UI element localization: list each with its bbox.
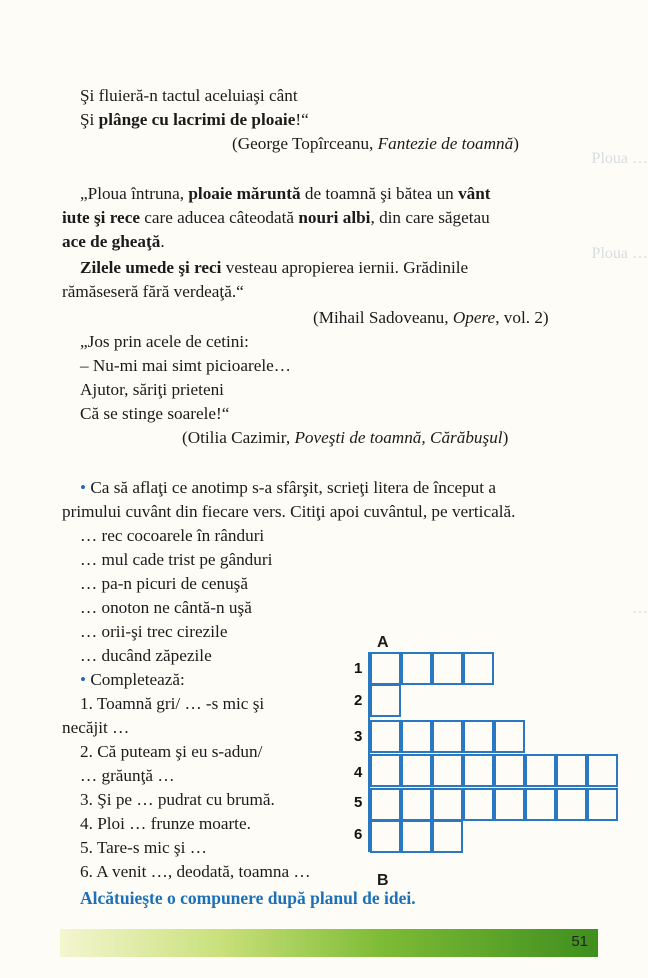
crossword-cell-r5-c8[interactable] xyxy=(587,788,618,821)
poem2-line4: Că se stinge soarele!“ xyxy=(80,404,230,423)
prose-p1-l3-b: . xyxy=(160,232,165,251)
poem2-line3: Ajutor, săriţi prieteni xyxy=(80,380,224,399)
task1-verse-5: … orii-şi trec cirezile xyxy=(80,622,228,641)
crossword-cell-r1-c1[interactable] xyxy=(370,652,401,685)
prose-p1-l2-b: care aducea câteodată xyxy=(139,208,299,227)
poem1-line2-pre: Şi xyxy=(80,110,99,129)
task2-label-text: Completează: xyxy=(86,670,185,689)
ghost-text-2: Ploua … xyxy=(591,245,648,262)
task1-verse-3: … pa-n picuri de cenuşă xyxy=(80,574,248,593)
crossword-cell-r4-c3[interactable] xyxy=(432,754,463,787)
crossword-cell-r3-c4[interactable] xyxy=(463,720,494,753)
prose-p1-l1-a: „Ploua întruna, xyxy=(80,184,189,203)
crossword-cell-r5-c5[interactable] xyxy=(494,788,525,821)
crossword-rownum-6: 6 xyxy=(354,826,363,843)
crossword-cell-r5-c2[interactable] xyxy=(401,788,432,821)
task2-bullet: • xyxy=(80,670,87,689)
task2-item-1a: 1. Toamnă gri/ … -s mic şi xyxy=(80,694,265,713)
prose-p1-l2-c: nouri albi xyxy=(298,208,371,227)
crossword-cell-r5-c6[interactable] xyxy=(525,788,556,821)
crossword-rownum-4: 4 xyxy=(354,764,363,781)
crossword-cell-r4-c6[interactable] xyxy=(525,754,556,787)
crossword-cell-r5-c3[interactable] xyxy=(432,788,463,821)
poem1-line1: Şi fluieră-n tactul aceluiaşi cânt xyxy=(80,86,298,105)
task1-verse-1: … rec cocoarele în rânduri xyxy=(80,526,265,545)
crossword-cell-r4-c1[interactable] xyxy=(370,754,401,787)
prose-p1-l2-d: , din care săgetau xyxy=(370,208,490,227)
poem1-line2-bold: plânge cu lacrimi de ploaie xyxy=(98,110,296,129)
crossword-cell-r3-c3[interactable] xyxy=(432,720,463,753)
crossword-cell-r4-c8[interactable] xyxy=(587,754,618,787)
crossword-cell-r4-c7[interactable] xyxy=(556,754,587,787)
prose-citation-post: , vol. 2) xyxy=(495,308,549,327)
task1-line2: primului cuvânt din fiecare vers. Citiţi apoi cuvântul, pe verticală. xyxy=(62,502,516,521)
crossword-cell-r5-c1[interactable] xyxy=(370,788,401,821)
poem2-line1: „Jos prin acele de cetini: xyxy=(80,332,249,351)
crossword-label-a: A xyxy=(377,634,389,651)
ghost-text-3: … xyxy=(632,600,648,617)
prose-p1-l3-a: ace de gheaţă xyxy=(62,232,161,251)
task2-item-5: 5. Tare-s mic şi … xyxy=(80,838,207,857)
ghost-text-1: Ploua … xyxy=(591,150,648,167)
crossword-cell-r3-c5[interactable] xyxy=(494,720,525,753)
task1-bullet: • xyxy=(80,478,87,497)
poem2-citation-title: Poveşti de toamnă, Cărăbuşul xyxy=(294,428,503,447)
crossword-cell-r1-c2[interactable] xyxy=(401,652,432,685)
task2-item-4: 4. Ploi … frunze moarte. xyxy=(80,814,251,833)
poem1-citation-post: ) xyxy=(513,134,519,153)
prose-citation-pre: (Mihail Sadoveanu, xyxy=(313,308,453,327)
crossword-cell-r4-c2[interactable] xyxy=(401,754,432,787)
page-number: 51 xyxy=(571,933,588,950)
poem1-citation-title: Fantezie de toamnă xyxy=(377,134,514,153)
prose-p2-l1-a: Zilele umede şi reci xyxy=(80,258,222,277)
prose-p2-line2: rămăseseră fără verdeaţă.“ xyxy=(62,282,244,301)
crossword-cell-r1-c3[interactable] xyxy=(432,652,463,685)
poem1-line2-post: !“ xyxy=(295,110,309,129)
poem2-line2: – Nu-mi mai simt picioarele… xyxy=(80,356,291,375)
crossword-rownum-1: 1 xyxy=(354,660,363,677)
crossword-cell-r6-c1[interactable] xyxy=(370,820,401,853)
prose-p1-l1-b: ploaie măruntă xyxy=(188,184,301,203)
task2-item-2a: 2. Că puteam şi eu s-adun/ xyxy=(80,742,263,761)
crossword-cell-r6-c2[interactable] xyxy=(401,820,432,853)
prose-p1-l2-a: iute şi rece xyxy=(62,208,140,227)
crossword-cell-r6-c3[interactable] xyxy=(432,820,463,853)
crossword-rownum-3: 3 xyxy=(354,728,363,745)
footer-bar xyxy=(60,929,598,957)
crossword-rownum-5: 5 xyxy=(354,794,363,811)
prose-p1-l1-c: de toamnă şi bătea un xyxy=(300,184,459,203)
crossword-cell-r3-c1[interactable] xyxy=(370,720,401,753)
prose-citation-title: Opere xyxy=(452,308,496,327)
crossword-cell-r5-c7[interactable] xyxy=(556,788,587,821)
assignment-title: Alcătuieşte o compunere după planul de idei. xyxy=(80,888,416,908)
crossword-cell-r2-c1[interactable] xyxy=(370,684,401,717)
poem1-citation-pre: (George Topîrceanu, xyxy=(232,134,378,153)
crossword-cell-r1-c4[interactable] xyxy=(463,652,494,685)
crossword-label-b: B xyxy=(377,872,389,889)
task1-verse-4: … onoton ne cântă-n uşă xyxy=(80,598,252,617)
task2-item-2b: … grăunţă … xyxy=(80,766,175,785)
poem2-citation-post: ) xyxy=(502,428,509,447)
task1-verse-2: … mul cade trist pe gânduri xyxy=(80,550,273,569)
prose-p2-l1-b: vesteau apropierea iernii. Grădinile xyxy=(221,258,469,277)
task1-line1-text: Ca să aflaţi ce anotimp s-a sfârşit, scrieţi litera de început a xyxy=(86,478,496,497)
crossword-cell-r3-c2[interactable] xyxy=(401,720,432,753)
task1-verse-6: … ducând zăpezile xyxy=(80,646,212,665)
crossword-cell-r4-c5[interactable] xyxy=(494,754,525,787)
crossword-cell-r4-c4[interactable] xyxy=(463,754,494,787)
prose-p1-l1-d: vânt xyxy=(458,184,491,203)
task2-item-3: 3. Şi pe … pudrat cu brumă. xyxy=(80,790,275,809)
task2-item-6: 6. A venit …, deodată, toamna … xyxy=(80,862,311,881)
crossword-cell-r5-c4[interactable] xyxy=(463,788,494,821)
task2-item-1b: necăjit … xyxy=(62,718,130,737)
poem2-citation-pre: (Otilia Cazimir, xyxy=(182,428,295,447)
crossword-rownum-2: 2 xyxy=(354,692,363,709)
